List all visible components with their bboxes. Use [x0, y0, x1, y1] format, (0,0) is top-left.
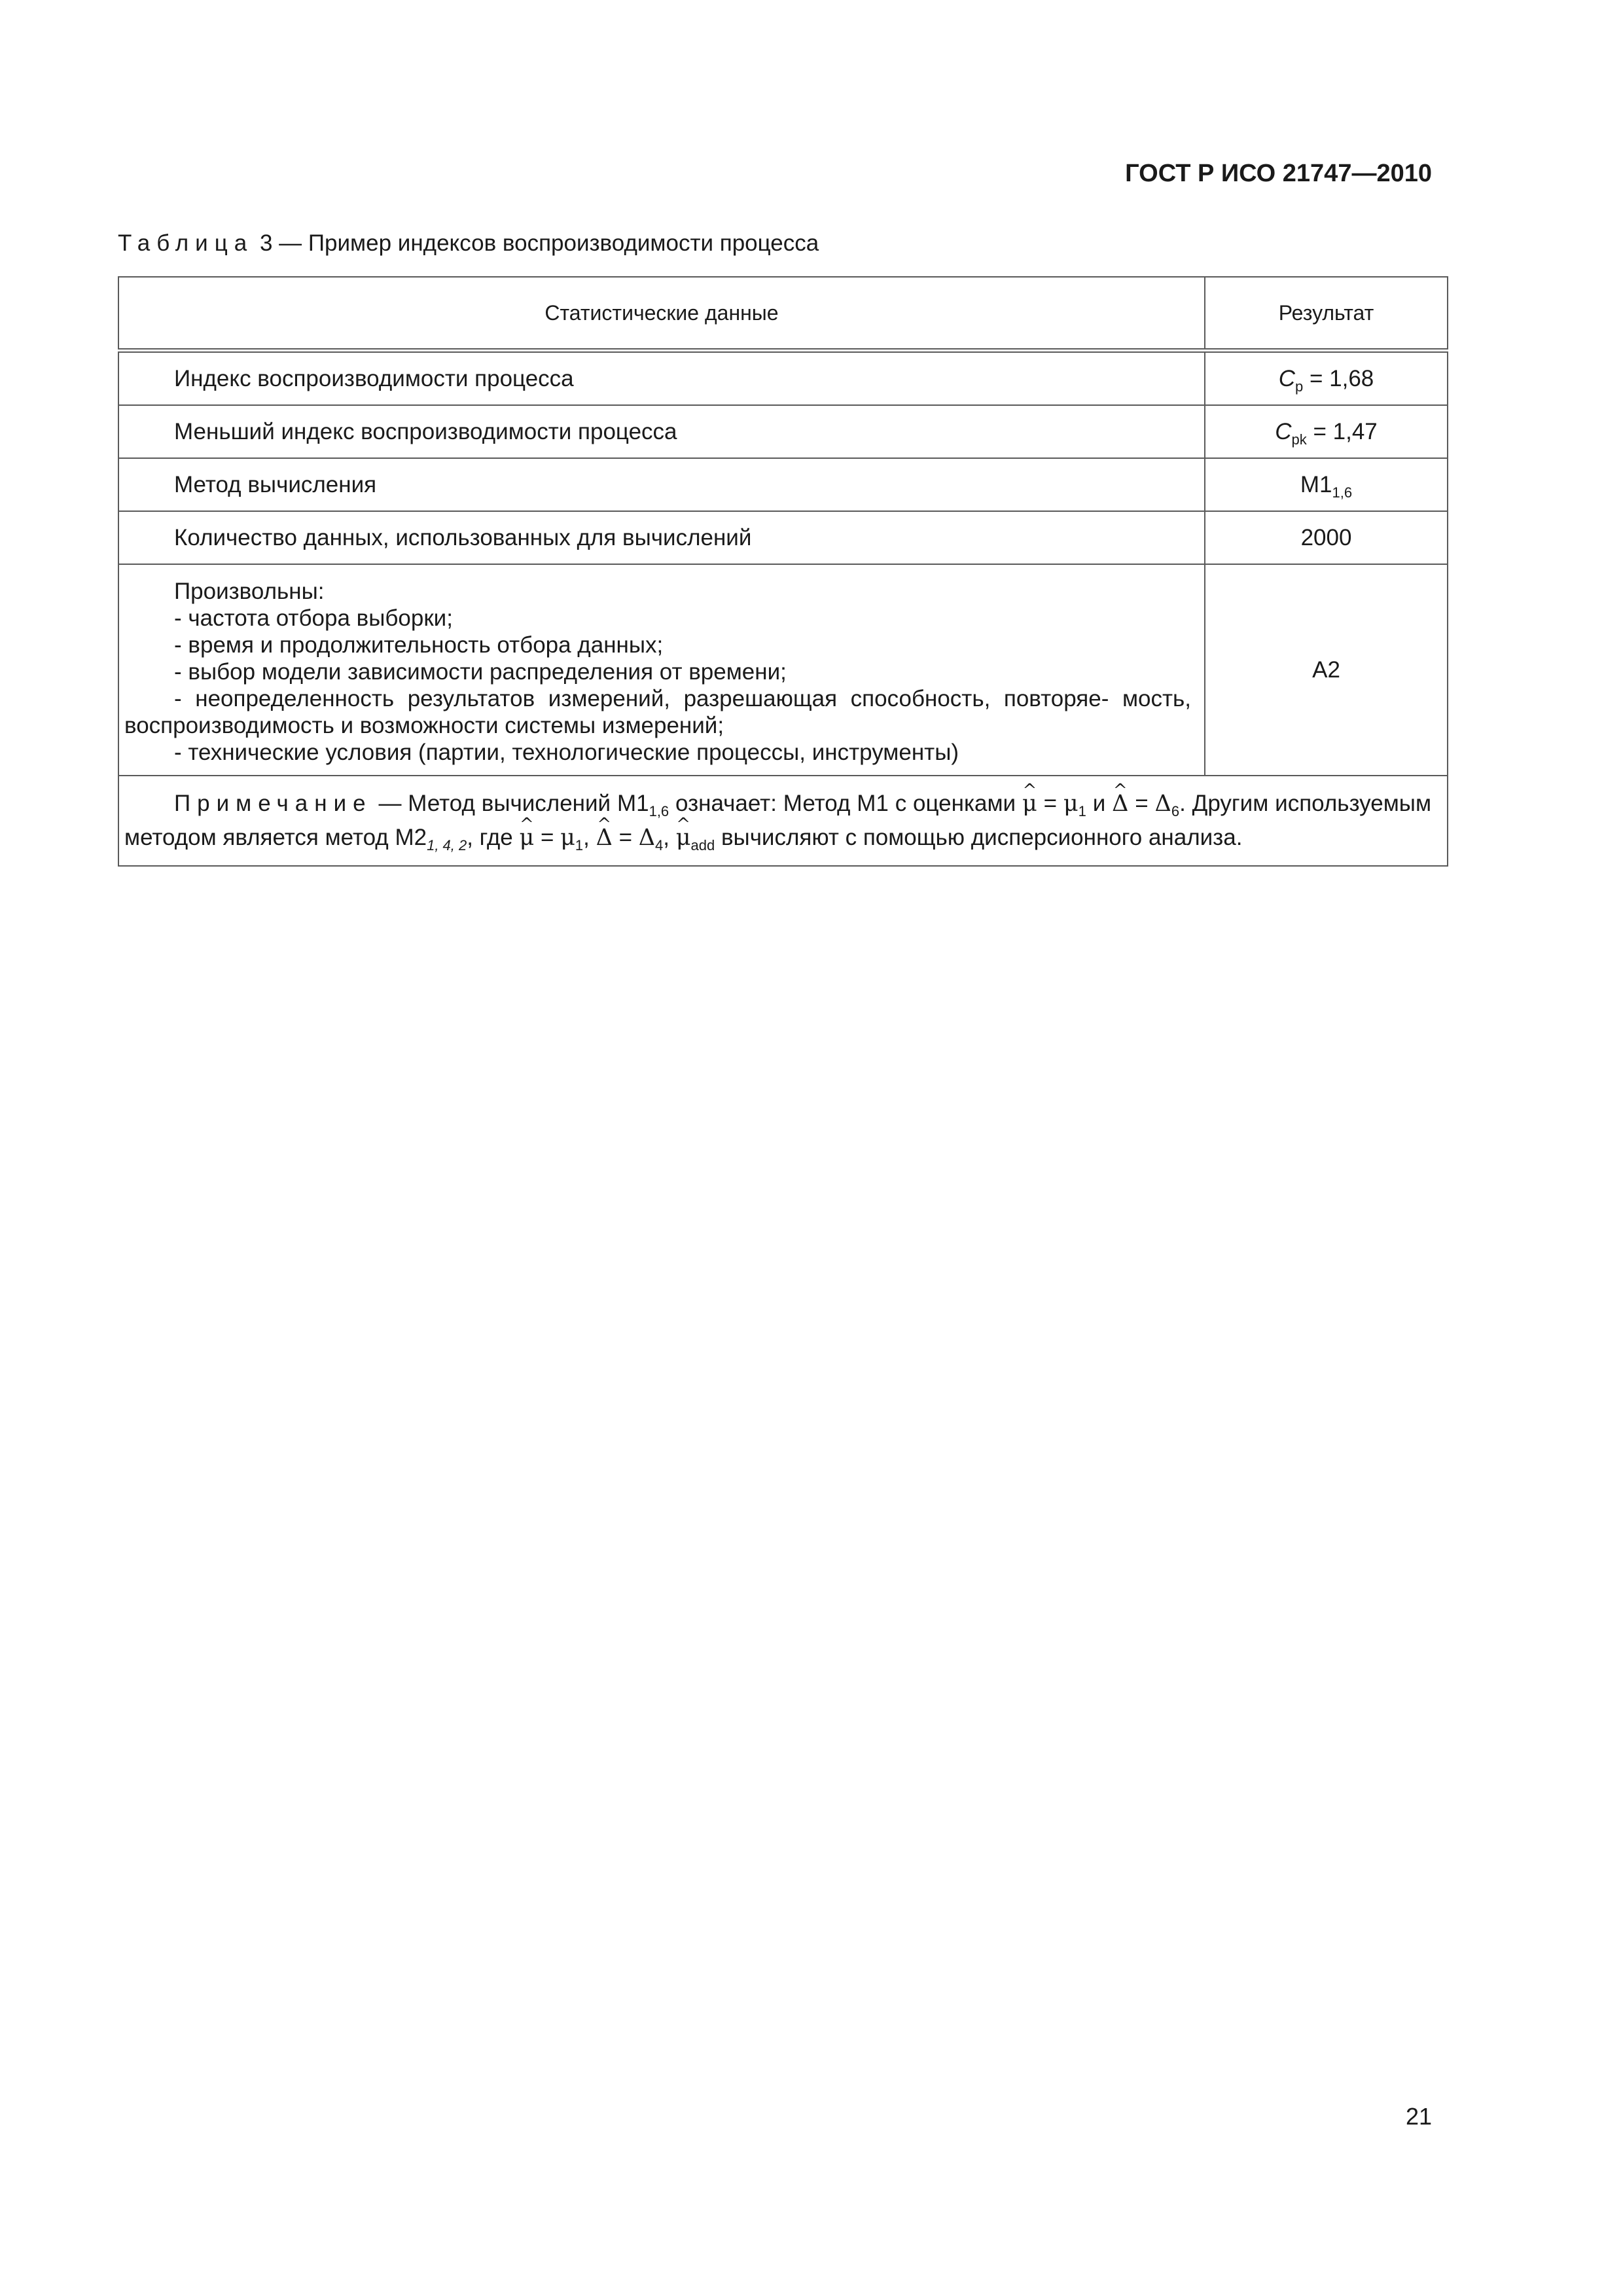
- row-value: 2000: [1205, 511, 1448, 564]
- row-label: Меньший индекс воспроизводимости процесса: [118, 405, 1205, 458]
- page-number: 21: [1405, 2103, 1432, 2130]
- table-caption-label: Таблица: [118, 230, 254, 256]
- row-value: $C_p = 1,68$: [1205, 351, 1448, 406]
- table-row: [118, 351, 1448, 406]
- table-caption-text: 3 — Пример индексов воспроизводимости процесса: [253, 230, 819, 256]
- row-label: Метод вычисления: [118, 458, 1205, 511]
- table-row: [118, 511, 1448, 564]
- arbitrary-conditions-cell: [118, 564, 1205, 776]
- table-row-arbitrary: [118, 564, 1448, 776]
- header-statistical-data: Статистические данные: [118, 277, 1205, 351]
- capability-indices-table: [118, 276, 1448, 867]
- table-note-row: [118, 776, 1448, 866]
- row-label: Количество данных, использованных для вычислений: [118, 511, 1205, 564]
- header-result: Результат: [1205, 277, 1448, 351]
- arbitrary-title: Произвольны:: [174, 579, 325, 604]
- table-row: [118, 405, 1448, 458]
- table-header-row: [118, 277, 1448, 351]
- table-row: [118, 458, 1448, 511]
- list-item: - технические условия (партии, технологические процессы, инструменты): [174, 740, 959, 765]
- row-label: Индекс воспроизводимости процесса: [118, 351, 1205, 406]
- row-value: $C_{pk} = 1,47$: [1205, 405, 1448, 458]
- list-item: - выбор модели зависимости распределения от времени;: [174, 659, 787, 685]
- table-caption: [118, 230, 819, 257]
- row-value: A2: [1205, 564, 1448, 776]
- table-note: Примечание — Метод вычислений $M1_{1,6}$ означает: Метод M1 с оценками ^ $\mu = \mu_1$ и ^ $\Delta = \Delta_6$. Другим используемым методом является метод $M2_{1, 4, 2}$, где ^ $\mu = \mu_1$, ^ $\Delta = \Delta_4$, ^ $\mu_{add}$ вычисляют с помощью дисперсионного анализа.: [118, 776, 1448, 866]
- row-value: $M1_{1,6}$: [1205, 458, 1448, 511]
- note-label: Примечание: [174, 791, 372, 816]
- mu-hat-symbol: ^ μ: [1022, 787, 1037, 821]
- delta-hat-symbol: ^ Δ: [1112, 787, 1128, 821]
- list-item: - неопределенность результатов измерений, разрешающая способность, повторяе- мость, воспроизводимость и возможности системы измерений;: [124, 686, 1191, 738]
- list-item: - время и продолжительность отбора данных;: [174, 632, 664, 658]
- standard-code: ГОСТ Р ИСО 21747—2010: [1125, 160, 1432, 187]
- list-item: - частота отбора выборки;: [174, 605, 453, 631]
